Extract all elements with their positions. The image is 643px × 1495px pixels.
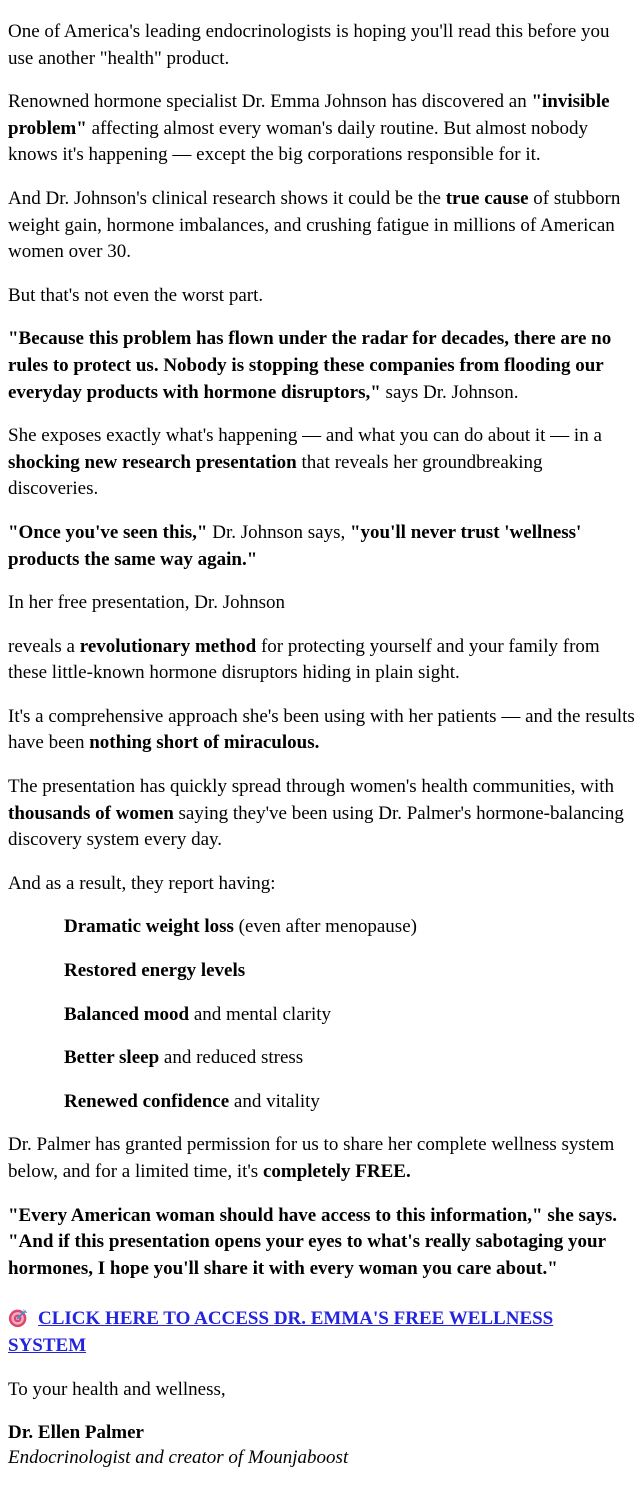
bold-text: "Because this problem has flown under the radar for decades, there are no rules to protect us. Nobody is stopping these companies from flooding our everyday products with hormone disruptors,"	[8, 328, 612, 403]
paragraph	[8, 423, 635, 503]
email-body	[8, 19, 635, 1470]
paragraph	[8, 1377, 635, 1404]
text: And as a result, they report having:	[8, 872, 276, 894]
bold-text: "invisible problem"	[8, 91, 610, 139]
paragraph	[8, 590, 635, 617]
bold-text: true cause	[445, 187, 529, 209]
text: and reduced stress	[159, 1047, 304, 1069]
bold-text: thousands of women	[8, 802, 174, 824]
benefit-item	[64, 1089, 635, 1116]
text: And Dr. Johnson's clinical research shows it could be the	[8, 187, 446, 209]
signature-name: Dr. Ellen Palmer	[8, 1422, 144, 1444]
cta-line	[8, 1306, 635, 1359]
bold-text: "Once you've seen this,"	[8, 521, 208, 543]
bold-text: "you'll never trust 'wellness' products the same way again."	[8, 521, 582, 570]
text: She exposes exactly what's happening — and what you can do about it — in a	[8, 425, 602, 447]
text: Dr. Johnson says,	[207, 521, 350, 543]
benefit-item	[64, 914, 635, 941]
text: and vitality	[229, 1090, 320, 1112]
text: To your health and wellness,	[8, 1378, 226, 1400]
text: reveals a	[8, 635, 80, 657]
paragraph	[8, 774, 635, 854]
benefit-item	[64, 958, 635, 985]
bold-text: completely FREE.	[262, 1161, 411, 1182]
text: (even after menopause)	[233, 916, 417, 938]
paragraph	[8, 1132, 635, 1185]
text: But that's not even the worst part.	[8, 284, 264, 306]
text: that reveals her groundbreaking discoveries.	[8, 451, 543, 500]
benefit-item	[64, 1002, 635, 1029]
bold-text: Balanced mood	[64, 1003, 190, 1025]
paragraph	[8, 520, 635, 573]
paragraph	[8, 19, 635, 72]
paragraph	[8, 1203, 635, 1283]
text: and mental clarity	[189, 1003, 332, 1025]
paragraph	[8, 326, 635, 406]
text: affecting almost every woman's daily routine. But almost nobody knows it's happening — except the big corporations responsible for it.	[8, 117, 589, 166]
paragraph	[8, 283, 635, 310]
text: for protecting yourself and your family from these little-known hormone disruptors hiding in plain sight.	[8, 635, 600, 684]
benefit-item	[64, 1045, 635, 1072]
bold-text: revolutionary method	[79, 635, 257, 657]
text: The presentation has quickly spread through women's health communities, with	[8, 776, 615, 798]
paragraph	[8, 186, 635, 266]
bold-text: "Every American woman should have access to this information," she says. "And if this presentation opens your eyes to what's really sabotaging your hormones, I hope you'll share it with every woman you care about."	[8, 1204, 618, 1279]
bold-text: Renewed confidence	[64, 1090, 230, 1112]
bold-text: shocking new research presentation	[8, 451, 297, 473]
text: Dr. Palmer has granted permission for us to share her complete wellness system below, and for a limited time, it's	[8, 1134, 615, 1182]
paragraph	[8, 704, 635, 757]
bold-text: Dramatic weight loss	[64, 916, 234, 938]
bold-text: Restored energy levels	[64, 960, 246, 982]
bold-text: nothing short of miraculous.	[89, 732, 320, 754]
text: of stubborn weight gain, hormone imbalances, and crushing fatigue in millions of American women over 30.	[8, 187, 621, 263]
paragraph	[8, 89, 635, 169]
signature-title: Endocrinologist and creator of Mounjaboost	[8, 1447, 349, 1469]
text: saying they've been using Dr. Palmer's hormone-balancing discovery system every day.	[8, 802, 624, 851]
target-icon	[8, 1307, 29, 1328]
bold-text: Better sleep	[64, 1047, 160, 1069]
signature	[8, 1420, 635, 1470]
paragraph	[8, 871, 635, 898]
text: In her free presentation, Dr. Johnson	[8, 592, 286, 614]
text: One of America's leading endocrinologists is hoping you'll read this before you use another "health" product.	[8, 21, 610, 69]
text: It's a comprehensive approach she's been using with her patients — and the results have been	[8, 705, 635, 754]
wellness-system-link[interactable]: CLICK HERE TO ACCESS DR. EMMA'S FREE WELLNESS SYSTEM	[8, 1308, 554, 1356]
text: says Dr. Johnson.	[380, 381, 519, 403]
paragraph	[8, 634, 635, 687]
text: Renowned hormone specialist Dr. Emma Johnson has discovered an	[8, 91, 532, 113]
